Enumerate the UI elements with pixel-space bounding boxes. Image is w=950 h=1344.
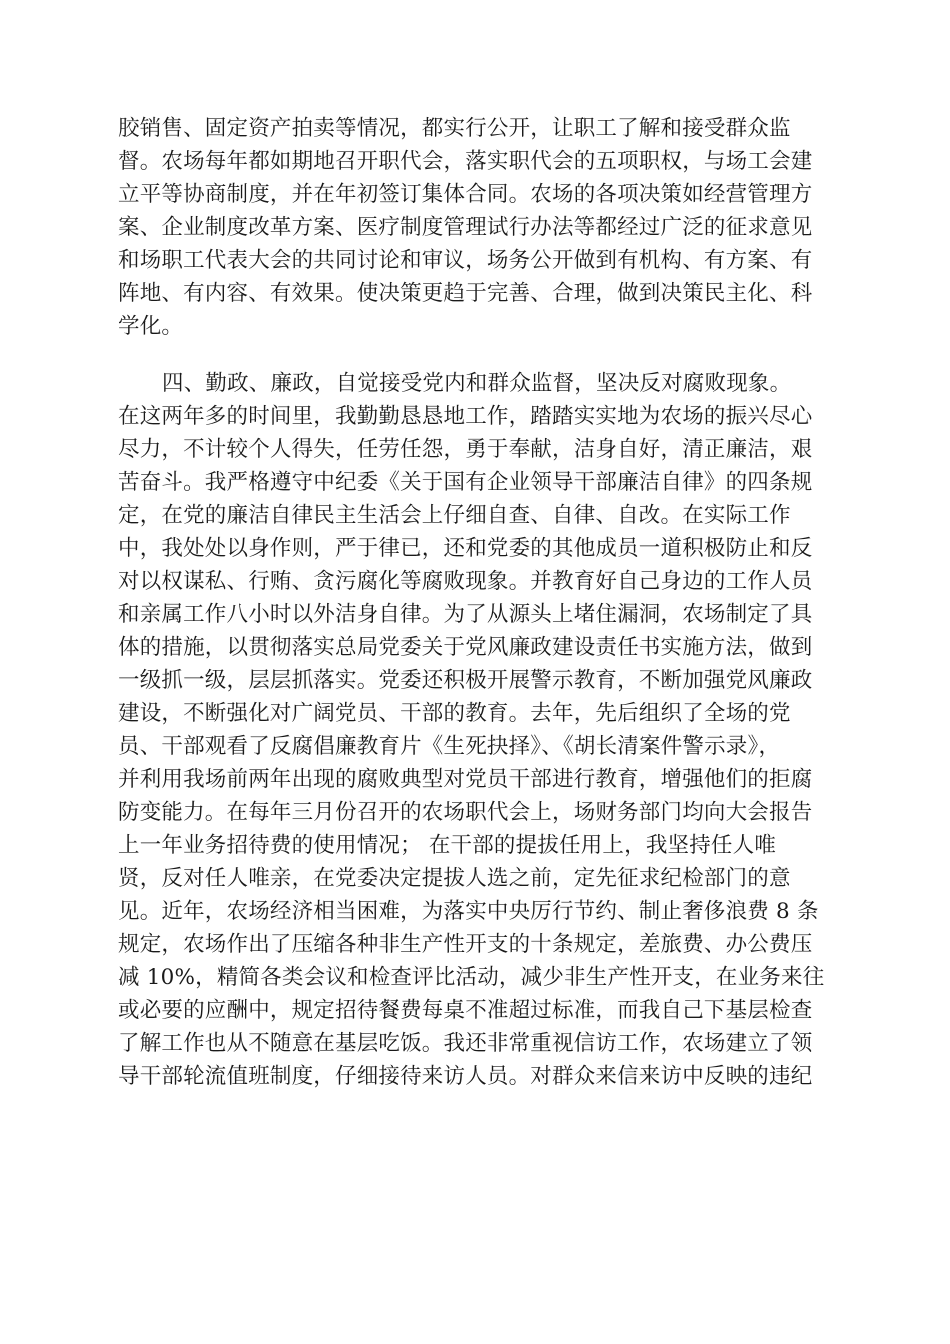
- text-line: 了解工作也从不随意在基层吃饭。我还非常重视信访工作，农场建立了领: [118, 1031, 813, 1056]
- text-line: 阵地、有内容、有效果。使决策更趋于完善、合理，做到决策民主化、科: [118, 281, 813, 306]
- text-line: 体的措施，以贯彻落实总局党委关于党风廉政建设责任书实施方法，做到: [118, 635, 813, 660]
- text-line: 并利用我场前两年出现的腐败典型对党员干部进行教育，增强他们的拒腐: [118, 767, 813, 792]
- text-line: 中，我处处以身作则，严于律已，还和党委的其他成员一道积极防止和反: [118, 536, 813, 561]
- text-line: 学化。: [118, 314, 184, 339]
- text-line: 案、企业制度改革方案、医疗制度管理试行办法等都经过广泛的征求意见: [118, 215, 813, 240]
- text-line: 督。农场每年都如期地召开职代会，落实职代会的五项职权，与场工会建: [118, 149, 813, 174]
- text-line: 贤，反对任人唯亲，在党委决定提拔人选之前，定先征求纪检部门的意: [118, 866, 791, 891]
- text-line: 防变能力。在每年三月份召开的农场职代会上，场财务部门均向大会报告: [118, 800, 813, 825]
- text-line: 规定，农场作出了压缩各种非生产性开支的十条规定，差旅费、办公费压: [118, 932, 813, 957]
- text-line: 和亲属工作八小时以外洁身自律。为了从源头上堵住漏洞，农场制定了具: [118, 602, 813, 627]
- text-line: 或必要的应酬中，规定招待餐费每桌不准超过标准，而我自己下基层检查: [118, 998, 813, 1023]
- text-line: 员、干部观看了反腐倡廉教育片《生死抉择》、《胡长清案件警示录》，: [118, 734, 781, 759]
- text-line: 一级抓一级，层层抓落实。党委还积极开展警示教育，不断加强党风廉政: [118, 668, 813, 693]
- text-line: 建设，不断强化对广阔党员、干部的教育。去年，先后组织了全场的党: [118, 701, 791, 726]
- section-heading: 四、勤政、廉政，自觉接受党内和群众监督，坚决反对腐败现象。: [162, 371, 792, 396]
- text-line: 尽力，不计较个人得失，任劳任怨，勇于奉献，洁身自好，清正廉洁，艰: [118, 437, 813, 462]
- text-line: 在这两年多的时间里，我勤勤恳恳地工作，踏踏实实地为农场的振兴尽心: [118, 404, 813, 429]
- text-line: 苦奋斗。我严格遵守中纪委《关于国有企业领导干部廉洁自律》的四条规: [118, 470, 813, 495]
- text-line: 胶销售、固定资产拍卖等情况，都实行公开，让职工了解和接受群众监: [118, 116, 791, 141]
- text-line: 上一年业务招待费的使用情况； 在干部的提拔任用上，我坚持任人唯: [118, 833, 777, 858]
- text-line: 和场职工代表大会的共同讨论和审议，场务公开做到有机构、有方案、有: [118, 248, 813, 273]
- text-line: 立平等协商制度，并在年初签订集体合同。农场的各项决策如经营管理方: [118, 182, 813, 207]
- text-line: 定，在党的廉洁自律民主生活会上仔细自查、自律、自改。在实际工作: [118, 503, 791, 528]
- text-line: 见。近年，农场经济相当困难，为落实中央厉行节约、制止奢侈浪费 8 条: [118, 899, 819, 924]
- text-line: 减 10%，精简各类会议和检查评比活动，减少非生产性开支，在业务来往: [118, 965, 825, 990]
- text-line: 对以权谋私、行贿、贪污腐化等腐败现象。并教育好自己身边的工作人员: [118, 569, 813, 594]
- text-line: 导干部轮流值班制度，仔细接待来访人员。对群众来信来访中反映的违纪: [118, 1064, 813, 1089]
